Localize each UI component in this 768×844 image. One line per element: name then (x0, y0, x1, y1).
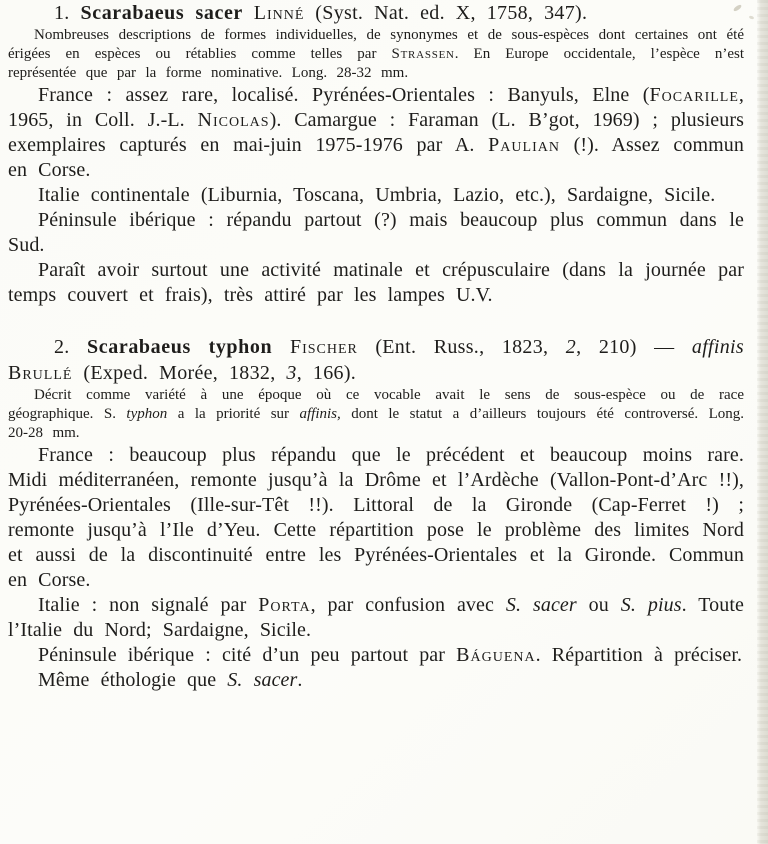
species-2-heading-segment: , 166). (296, 362, 357, 384)
species-1-paragraph-france-segment: France : assez rare, localisé. Pyrénées-Orientales : Banyuls, Elne ( (38, 84, 650, 106)
species-2-taxonomic-note-segment: a la priorité sur (167, 406, 300, 422)
document-page (8, 0, 744, 693)
species-1-paragraph-france-segment: , 1965, in Coll. J.-L. (8, 84, 744, 131)
species-2-heading (8, 334, 744, 386)
scan-edge-texture (757, 0, 768, 844)
species-1-paragraph-iberique-segment: Péninsule ibérique : répandu partout (?) mais beaucoup plus commun dans le Sud. (8, 209, 744, 256)
species-2-taxonomic-note-segment: Décrit comme variété à une époque où ce vocable avait le sens de sous-espèce ou de race géographique. S. (8, 387, 744, 422)
species-1-heading-segment: Scarabaeus sacer (80, 2, 254, 24)
species-2-paragraph-france-segment: France : beaucoup plus répandu que le précédent et beaucoup moins rare. Midi méditerranéen, remonte jusqu’à la Drôme et l’Ardèche (Vallon-Pont-d’Arc !!), Pyrénées-Orientales (Ille-sur-Têt !!). Littoral de la Gironde (Cap-Ferret !) ; remonte jusqu’à l’Ile d’Yeu. Cette répartition pose le problème des limites Nord et aussi de la discontinuité entre les Pyrénées-Orientales et la Gironde. Commun en Corse. (8, 444, 744, 591)
species-1-paragraph-italie-segment: Italie continentale (Liburnia, Toscana, Umbria, Lazio, etc.), Sardaigne, Sicile. (38, 184, 716, 206)
species-1-paragraph-iberique (8, 208, 744, 258)
species-2-heading-segment: , 210) — (576, 336, 692, 358)
species-2-paragraph-france (8, 443, 744, 593)
species-2-heading-segment: 3 (286, 362, 297, 384)
species-2-paragraph-ethologie-segment: . (297, 669, 303, 691)
species-1-paragraph-france (8, 83, 744, 183)
species-1-heading-segment: Linné (253, 2, 305, 24)
species-1-paragraph-france-segment: ). Camargue : Faraman (L. B’got, 1969) ; plusieurs exemplaires capturés en mai-juin 1975-1976 par A. (8, 109, 744, 156)
scan-speck (749, 15, 755, 20)
species-2-paragraph-iberique (8, 643, 744, 668)
species-1-taxonomic-note-segment: . En Europe occidentale, l’espèce n’est représentée que par la forme nominative. Long. 28-32 mm. (8, 46, 744, 81)
species-2-paragraph-italie-segment: ou (576, 594, 621, 616)
species-1-taxonomic-note-segment: Nombreuses descriptions de formes individuelles, de synonymes et de sous-espèces dont certaines ont été érigées en espèces ou rétablies comme telles par (8, 27, 744, 62)
species-1-taxonomic-note-segment: Strassen (391, 46, 455, 62)
species-2-taxonomic-note-segment: dont le statut a d’ailleurs toujours été controversé. Long. 20-28 mm. (8, 406, 745, 441)
species-2-taxonomic-note-segment: affinis, (299, 406, 341, 422)
species-1-taxonomic-note (8, 26, 744, 83)
species-2-paragraph-italie-segment: . Toute l’Italie du Nord; Sardaigne, Sicile. (8, 594, 745, 641)
species-1-paragraph-ethologie-segment: Paraît avoir surtout une activité matinale et crépusculaire (dans la journée par temps couvert et frais), très attiré par les lampes U.V. (8, 259, 744, 306)
species-2-paragraph-ethologie-segment: Même éthologie que (38, 669, 228, 691)
species-1-heading-segment: 1. (54, 2, 81, 24)
species-2-paragraph-italie-segment: Italie : non signalé par (38, 594, 259, 616)
species-2-heading-segment: Fischer (289, 336, 358, 358)
species-2-paragraph-italie-segment: Porta (258, 594, 311, 616)
species-1-paragraph-italie (8, 183, 744, 208)
species-2-heading-segment: Brullé (8, 362, 73, 384)
species-1-paragraph-ethologie (8, 258, 744, 308)
species-2-taxonomic-note (8, 386, 744, 443)
species-2-heading-segment: (Exped. Morée, 1832, (72, 362, 287, 384)
species-2-paragraph-italie-segment: , par confusion avec (310, 594, 506, 616)
species-2-heading-segment: Scarabaeus typhon (87, 336, 290, 358)
species-2-heading-segment: 2. (54, 336, 88, 358)
species-2-paragraph-italie-segment: S. pius (620, 594, 682, 616)
species-2-heading-segment: 2 (565, 336, 577, 358)
species-1-heading (8, 0, 744, 26)
species-2-paragraph-ethologie-segment: S. sacer (227, 669, 298, 691)
species-2-paragraph-iberique-segment: . Répartition à préciser. (535, 644, 743, 666)
species-2-paragraph-iberique-segment: Péninsule ibérique : cité d’un peu partout par (38, 644, 457, 666)
species-2-paragraph-ethologie (8, 668, 744, 693)
species-2-paragraph-italie (8, 593, 744, 643)
species-1-paragraph-france-segment: (!). Assez commun en Corse. (8, 134, 744, 181)
species-2-heading-segment: (Ent. Russ., 1823, (357, 336, 566, 358)
species-1-paragraph-france-segment: Nicolas (197, 109, 270, 131)
species-2-heading-segment: affinis (691, 336, 745, 358)
species-1-paragraph-france-segment: Paulian (488, 134, 560, 156)
species-1-heading-segment: (Syst. Nat. ed. X, 1758, 347). (304, 2, 588, 24)
species-1-paragraph-france-segment: Focarille (649, 84, 739, 106)
species-2-paragraph-italie-segment: S. sacer (505, 594, 577, 616)
species-2-paragraph-iberique-segment: Báguena (456, 644, 536, 666)
species-2-taxonomic-note-segment: typhon (126, 406, 168, 422)
